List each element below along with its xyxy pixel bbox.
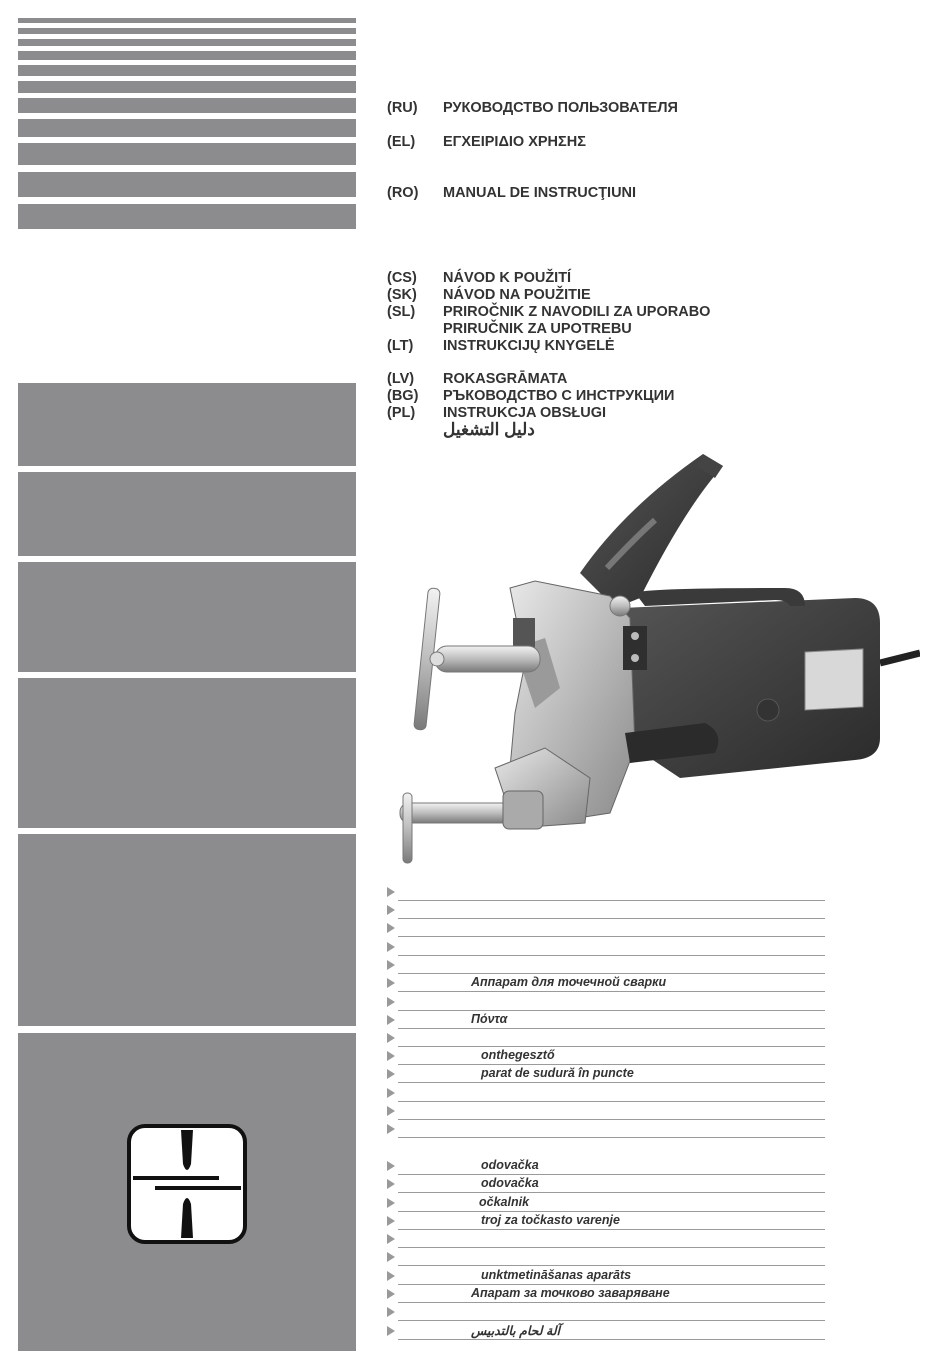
- arrow-right-icon: [387, 1015, 395, 1025]
- list-item: [385, 956, 825, 974]
- arrow-right-icon: [387, 1252, 395, 1262]
- decorative-block: [18, 834, 356, 1026]
- manual-title: NÁVOD K POUŽITÍ: [443, 270, 572, 286]
- manual-title: РУКОВОДСТВО ПОЛЬЗОВАТЕЛЯ: [443, 100, 678, 116]
- row-text: odovačka: [481, 1158, 539, 1172]
- list-item: [385, 1065, 825, 1083]
- manual-title: ΕΓΧΕΙΡΙΔΙΟ ΧΡΗΣΗΣ: [443, 134, 586, 150]
- arrow-right-icon: [387, 942, 395, 952]
- row-text: odovačka: [481, 1176, 539, 1190]
- arrow-right-icon: [387, 1179, 395, 1189]
- row-text: troj za točkasto varenje: [481, 1213, 620, 1227]
- language-code: (CS): [387, 270, 417, 286]
- decorative-stripe: [18, 172, 356, 197]
- row-text: očkalnik: [479, 1195, 530, 1209]
- decorative-stripe: [18, 119, 356, 137]
- spot-welder-logo-icon: [127, 1124, 247, 1244]
- underline: [398, 1339, 825, 1340]
- arrow-right-icon: [387, 1198, 395, 1208]
- spot-welder-image: [385, 448, 920, 868]
- underline: [398, 1137, 825, 1138]
- arrow-right-icon: [387, 1051, 395, 1061]
- language-entry: [387, 405, 606, 421]
- language-code: (EL): [387, 134, 416, 150]
- decorative-stripe: [18, 81, 356, 93]
- decorative-block: [18, 383, 356, 466]
- list-item: [385, 901, 825, 919]
- list-item: [385, 883, 825, 901]
- list-item: [385, 1194, 825, 1212]
- language-entry: [387, 185, 636, 201]
- arrow-right-icon: [387, 1033, 395, 1043]
- arrow-right-icon: [387, 905, 395, 915]
- arrow-right-icon: [387, 978, 395, 988]
- language-entry: [387, 388, 674, 404]
- row-text: onthegesztő: [481, 1048, 555, 1062]
- decorative-stripe: [18, 204, 356, 229]
- decorative-stripe: [18, 65, 356, 76]
- language-code: (RU): [387, 100, 418, 116]
- row-text: unktmetināšanas aparāts: [481, 1268, 632, 1282]
- list-item: [385, 1212, 825, 1230]
- language-entry: [387, 134, 586, 150]
- row-text: Апарат за точково заваряване: [471, 1286, 670, 1300]
- manual-title: ROKASGRĀMATA: [443, 371, 568, 387]
- arrow-right-icon: [387, 1124, 395, 1134]
- language-entry: [387, 100, 678, 116]
- list-item: [385, 1102, 825, 1120]
- manual-title: INSTRUKCJA OBSŁUGI: [443, 405, 606, 421]
- decorative-block: [18, 472, 356, 556]
- language-entry: [387, 287, 591, 303]
- arrow-right-icon: [387, 1326, 395, 1336]
- language-entry: [387, 270, 571, 286]
- list-item: [385, 1157, 825, 1175]
- language-code: (PL): [387, 405, 416, 421]
- list-item: [385, 1322, 825, 1340]
- list-item: [385, 1248, 825, 1266]
- manual-title: РЪКОВОДСТВО С ИНСТРУКЦИИ: [443, 388, 675, 404]
- decorative-stripe: [18, 28, 356, 34]
- decorative-stripe: [18, 143, 356, 165]
- row-text: Πόντα: [471, 1012, 508, 1026]
- language-entry: [387, 371, 567, 387]
- list-item: [385, 1047, 825, 1065]
- language-code: (LV): [387, 371, 415, 387]
- row-text: parat de sudură în puncte: [481, 1066, 634, 1080]
- list-item: [385, 1084, 825, 1102]
- list-item: [385, 1011, 825, 1029]
- arrow-right-icon: [387, 1271, 395, 1281]
- language-code: (LT): [387, 338, 414, 354]
- arrow-right-icon: [387, 1069, 395, 1079]
- arrow-right-icon: [387, 887, 395, 897]
- manual-title: NÁVOD NA POUŽITIE: [443, 287, 591, 303]
- list-item: [385, 1029, 825, 1047]
- arrow-right-icon: [387, 1307, 395, 1317]
- decorative-stripe: [18, 18, 356, 23]
- list-item: [385, 1230, 825, 1248]
- language-code: (SL): [387, 304, 416, 320]
- arrow-right-icon: [387, 923, 395, 933]
- language-entry: [387, 338, 615, 354]
- list-item: [385, 974, 825, 992]
- arrow-right-icon: [387, 960, 395, 970]
- decorative-stripe: [18, 98, 356, 113]
- manual-title: MANUAL DE INSTRUCŢIUNI: [443, 185, 637, 201]
- language-code: (SK): [387, 287, 417, 303]
- language-code: (BG): [387, 388, 419, 404]
- arrow-right-icon: [387, 1216, 395, 1226]
- arrow-right-icon: [387, 1106, 395, 1116]
- decorative-block: [18, 678, 356, 828]
- arrow-right-icon: [387, 1161, 395, 1171]
- list-item: [385, 919, 825, 937]
- row-text: Аппарат для точечной сварки: [471, 975, 667, 989]
- arrow-right-icon: [387, 1289, 395, 1299]
- manual-title-arabic: دليل التشغيل: [443, 420, 535, 439]
- list-item: [385, 1303, 825, 1321]
- arrow-right-icon: [387, 997, 395, 1007]
- decorative-block: [18, 562, 356, 672]
- list-item: [385, 1285, 825, 1303]
- list-item: [385, 938, 825, 956]
- language-entry: [387, 304, 710, 320]
- language-code: (RO): [387, 185, 419, 201]
- arrow-right-icon: [387, 1234, 395, 1244]
- manual-title: PRIRUČNIK ZA UPOTREBU: [443, 321, 632, 337]
- decorative-stripe: [18, 39, 356, 46]
- list-item: [385, 1267, 825, 1285]
- list-item: [385, 1120, 825, 1138]
- list-item: [385, 1175, 825, 1193]
- list-item: [385, 993, 825, 1011]
- decorative-stripe: [18, 51, 356, 60]
- manual-title: PRIROČNIK Z NAVODILI ZA UPORABO: [443, 304, 711, 320]
- row-text: آلة لحام بالتدبيس: [471, 1324, 560, 1338]
- language-entry: [387, 321, 632, 337]
- arrow-right-icon: [387, 1088, 395, 1098]
- manual-title: INSTRUKCIJŲ KNYGELĖ: [443, 338, 615, 354]
